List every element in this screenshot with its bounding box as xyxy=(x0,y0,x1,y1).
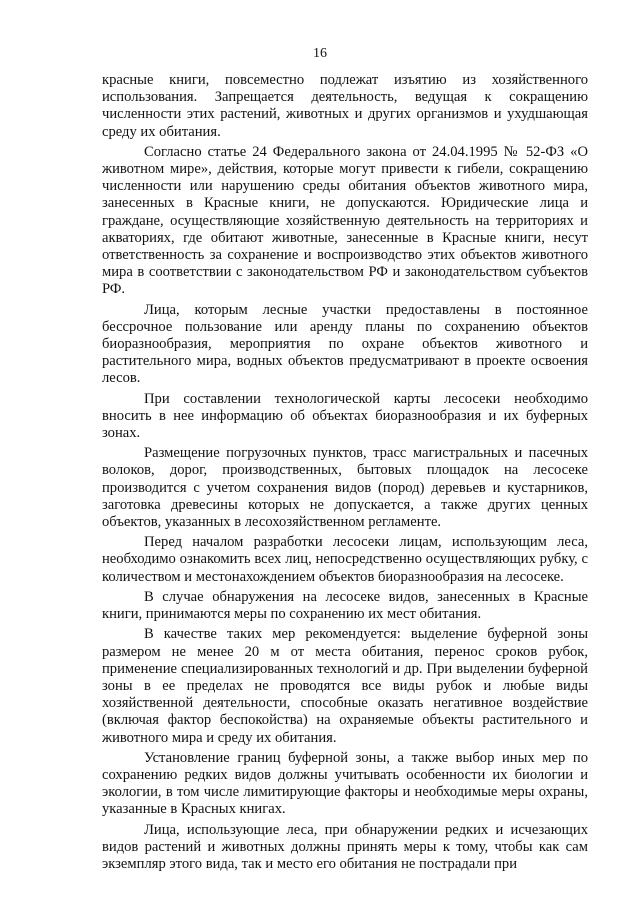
paragraph: В качестве таких мер рекомендуется: выделение буферной зоны размером не менее 20 м от места обитания, перенос сроков рубок, применение специализированных технологий и др. При выделении буферной зоны в ее пределах не проводятся все виды рубок и любые виды хозяйственной деятельности, способные оказать негативное воздействие (включая фактор беспокойства) на охраняемые объекты растительного и животного мира и среду их обитания. xyxy=(102,626,588,746)
paragraph: Размещение погрузочных пунктов, трасс магистральных и пасечных волоков, дорог, производственных, бытовых площадок на лесосеке производится с учетом сохранения видов (пород) деревьев и кустарников, заготовка древесины которых не допускается, а также других ценных объектов, указанных в лесохозяйственном регламенте. xyxy=(102,445,588,531)
paragraph: Согласно статье 24 Федерального закона от 24.04.1995 № 52-ФЗ «О животном мире», действия, которые могут привести к гибели, сокращению численности или нарушению среды обитания объектов животного мира, занесенных в Красные книги, не допускаются. Юридические лица и граждане, осуществляющие хозяйственную деятельность на территориях и акваториях, где обитают животные, занесенные в Красные книги, несут ответственность за сохранение и воспроизводство этих объектов животного мира в соответствии с законодательством РФ и законодательством субъектов РФ. xyxy=(102,143,588,298)
paragraph: Перед началом разработки лесосеки лицам, использующим леса, необходимо ознакомить всех лиц, непосредственно осуществляющих рубку, с количеством и местонахождением объектов биоразнообразия на лесосеке. xyxy=(102,534,588,585)
paragraph: красные книги, повсеместно подлежат изъятию из хозяйственного использования. Запрещается деятельность, ведущая к сокращению численности этих растений, животных и других организмов и ухудшающая среду их обитания. xyxy=(102,72,588,140)
document-body xyxy=(102,72,588,876)
paragraph: Лица, использующие леса, при обнаружении редких и исчезающих видов растений и животных должны принять меры к тому, чтобы как сам экземпляр этого вида, так и место его обитания не пострадали при xyxy=(102,821,588,872)
paragraph: Лица, которым лесные участки предоставлены в постоянное бессрочное пользование или аренду планы по сохранению объектов биоразнообразия, мероприятия по охране объектов животного и растительного мира, водных объектов предусматривают в проекте освоения лесов. xyxy=(102,301,588,387)
paragraph: Установление границ буферной зоны, а также выбор иных мер по сохранению редких видов должны учитывать особенности их биологии и экологии, в том числе лимитирующие факторы и необходимые меры охраны, указанные в Красных книгах. xyxy=(102,749,588,818)
paragraph: В случае обнаружения на лесосеке видов, занесенных в Красные книги, принимаются меры по сохранению их мест обитания. xyxy=(102,588,588,623)
paragraph: При составлении технологической карты лесосеки необходимо вносить в нее информацию об объектах биоразнообразия и их буферных зонах. xyxy=(102,390,588,442)
page-number: 16 xyxy=(313,46,327,61)
